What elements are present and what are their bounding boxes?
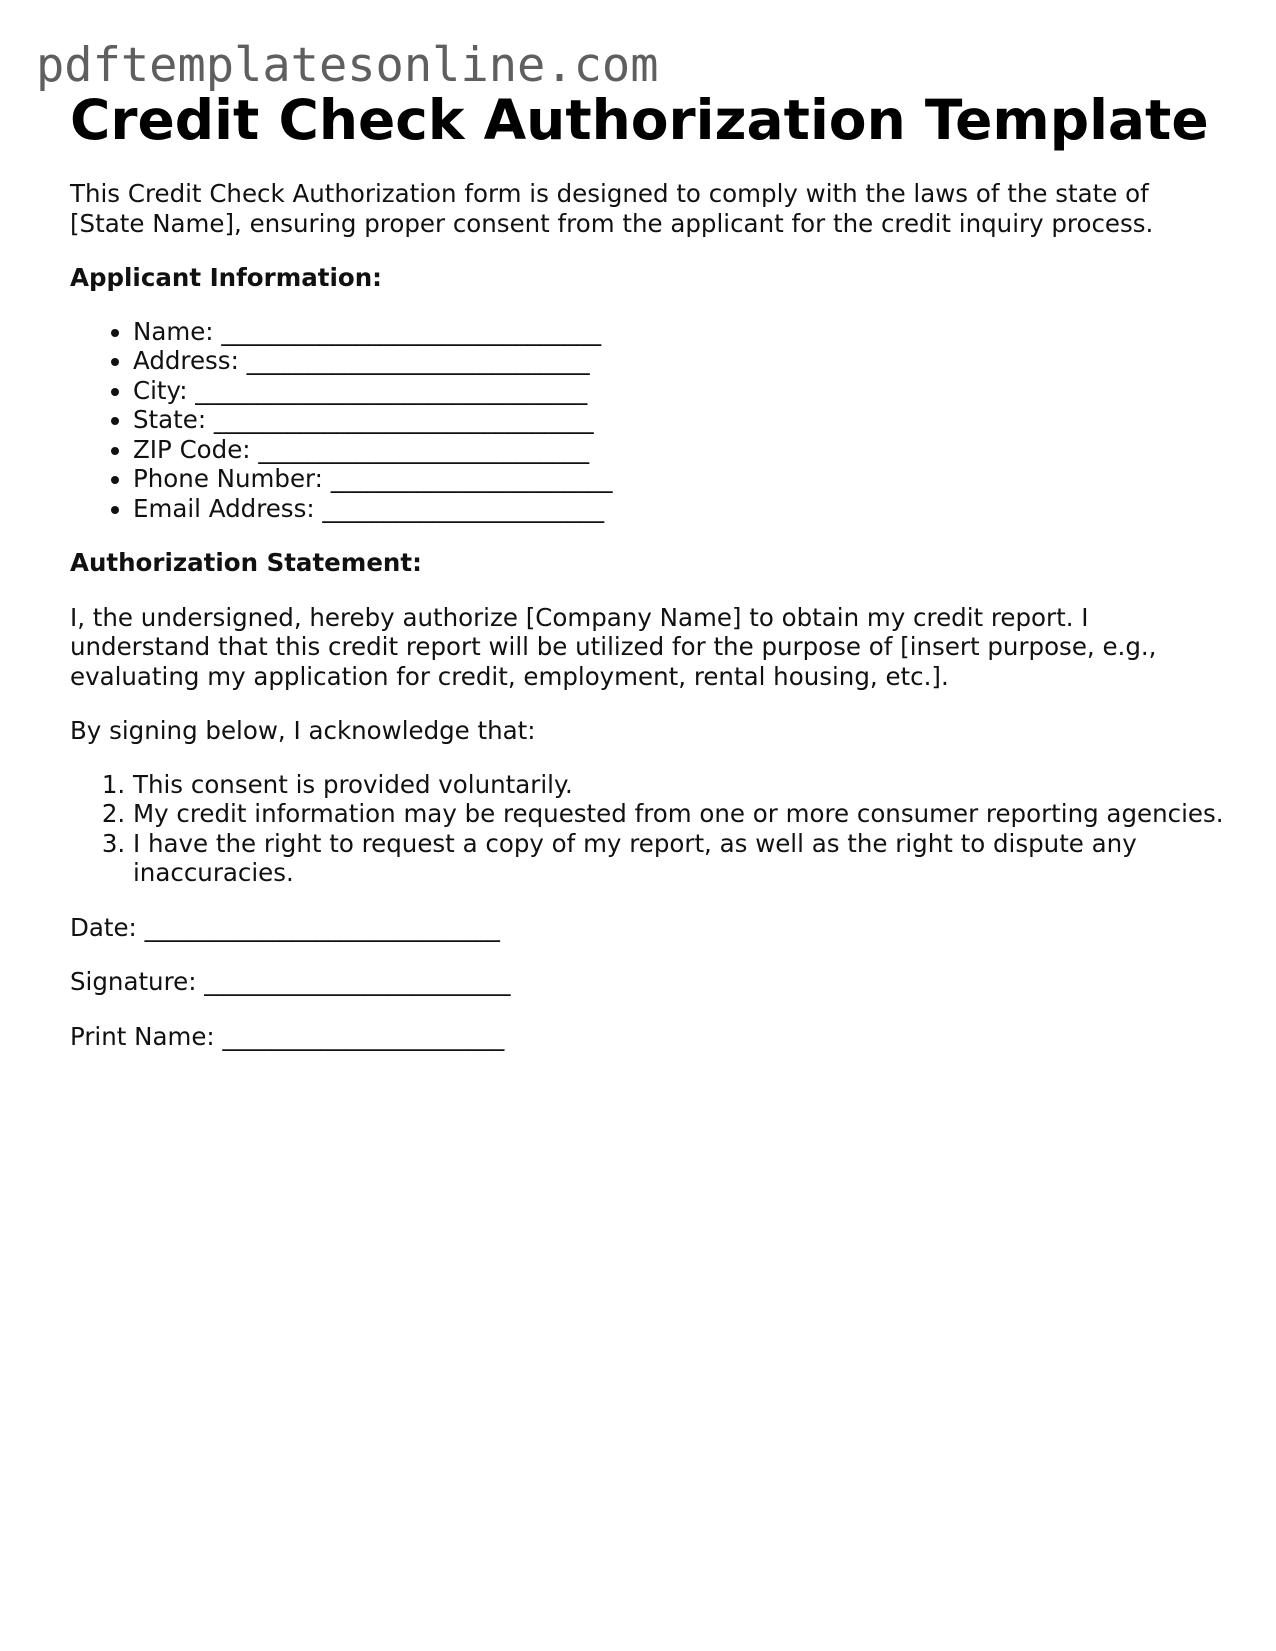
page-title: Credit Check Authorization Template	[70, 88, 1209, 152]
authorization-statement-paragraph: I, the undersigned, hereby authorize [Company Name] to obtain my credit report. I understand that this credit report will be utilized for the purpose of [insert purpose, e.g., evaluating my application for credit, employment, rental housing, etc.].	[70, 602, 1157, 691]
applicant-fields-list	[70, 317, 1230, 524]
acknowledgement-item: 2. My credit information may be requested from one or more consumer reporting agencies.	[133, 799, 1230, 829]
acknowledgements-list	[70, 770, 1230, 888]
zip-code-field: • ZIP Code: ___________________________	[133, 435, 1230, 465]
date-field: Date: _____________________________	[70, 912, 500, 942]
document-body	[70, 88, 1230, 1051]
email-address-field: • Email Address: _______________________	[133, 494, 1230, 524]
phone-number-field: • Phone Number: _______________________	[133, 464, 1230, 494]
authorization-statement-heading: Authorization Statement:	[70, 548, 422, 577]
acknowledge-intro: By signing below, I acknowledge that:	[70, 716, 536, 745]
city-field: • City: ________________________________	[133, 376, 1230, 406]
print-name-field: Print Name: _______________________	[70, 1021, 505, 1051]
watermark-text: pdftemplatesonline.com	[36, 38, 659, 93]
state-field: • State: _______________________________	[133, 405, 1230, 435]
acknowledgement-item: 3. I have the right to request a copy of my report, as well as the right to dispute any inaccuracies.	[133, 829, 1230, 888]
acknowledgement-item: 1. This consent is provided voluntarily.	[133, 770, 1230, 800]
name-field: • Name: _______________________________	[133, 317, 1230, 347]
applicant-information-heading: Applicant Information:	[70, 263, 382, 292]
intro-paragraph: This Credit Check Authorization form is designed to comply with the laws of the state of [State Name], ensuring proper consent from the applicant for the credit inquiry process.	[70, 179, 1154, 238]
signature-field: Signature: _________________________	[70, 967, 511, 996]
address-field: • Address: ____________________________	[133, 346, 1230, 376]
